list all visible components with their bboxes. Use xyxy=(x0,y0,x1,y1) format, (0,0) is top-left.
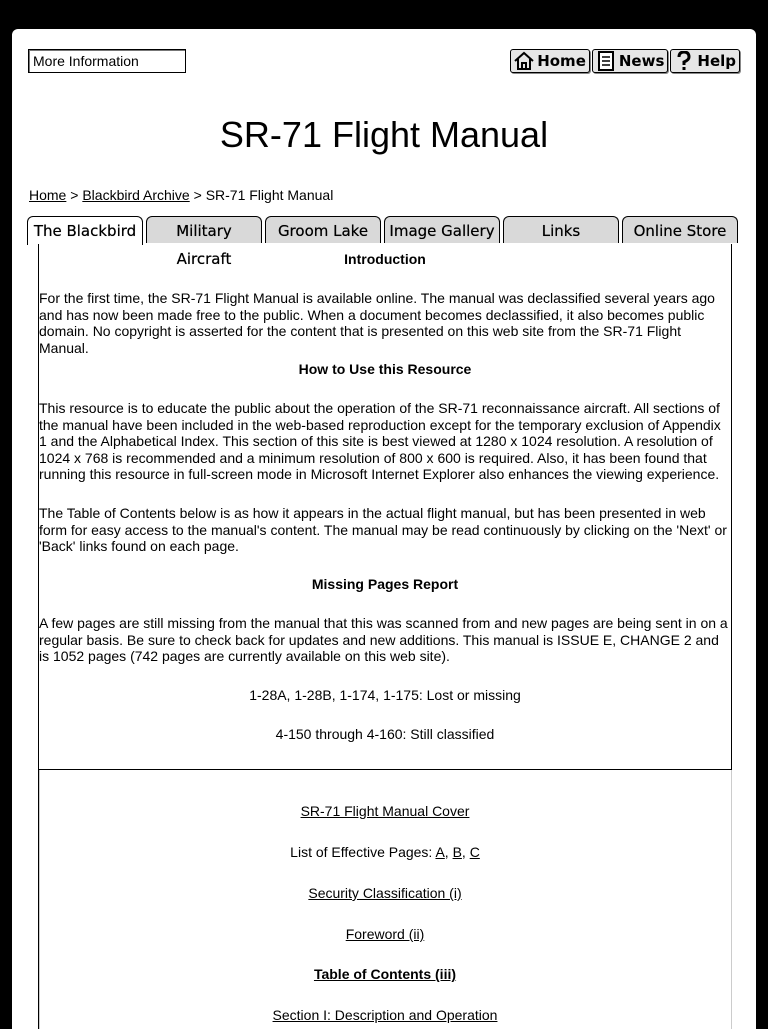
introduction-heading: Introduction xyxy=(344,251,426,267)
home-icon xyxy=(513,51,535,71)
section-1-link[interactable]: Section I: Description and Operation xyxy=(272,1007,498,1023)
table-of-contents-link[interactable]: Table of Contents (iii) xyxy=(313,966,457,982)
tab-groom-lake[interactable]: Groom Lake xyxy=(265,216,381,243)
toc-item xyxy=(39,966,731,982)
how-to-use-heading: How to Use this Resource xyxy=(298,361,472,377)
help-label: Help xyxy=(697,52,736,70)
breadcrumb-separator: > xyxy=(193,187,202,203)
missing-pages-text: A few pages are still missing from the manual that this was scanned from and new pages are being sent in on a regular basis. Be sure to check back for updates and new additions. This manual is ISSUE E, CHANGE 2 and is 1052 pages (742 pages are currently available on this web site). xyxy=(39,615,728,664)
more-information-select[interactable]: More Information xyxy=(28,49,186,73)
tab-links[interactable]: Links xyxy=(503,216,619,243)
top-bar xyxy=(28,49,740,75)
breadcrumb-current: SR-71 Flight Manual xyxy=(205,187,334,203)
comma: , xyxy=(444,844,453,860)
toc-item xyxy=(39,844,731,860)
news-label: News xyxy=(618,52,665,70)
breadcrumb-archive-link[interactable]: Blackbird Archive xyxy=(82,187,190,203)
how-to-use-text: This resource is to educate the public about the operation of the SR-71 reconnaissance aircraft. All sections of the manual have been included in the web-based reproduction except for the temporary exclusion of Appendix 1 and the Alphabetical Index. This section of this site is best viewed at 1280 x 1024 resolution. A resolution of 1024 x 768 is recommended and a minimum resolution of 800 x 600 is required. Also, it has been found that running this resource in full-screen mode in Microsoft Internet Explorer also enhances the viewing experience. xyxy=(39,400,721,482)
effective-pages-c-link[interactable]: C xyxy=(469,844,480,860)
tab-the-blackbird[interactable]: The Blackbird xyxy=(27,216,143,245)
home-label: Home xyxy=(537,52,586,70)
page-title: SR-71 Flight Manual xyxy=(219,114,549,155)
content-panel xyxy=(38,244,732,1029)
foreword-link[interactable]: Foreword (ii) xyxy=(345,926,425,942)
breadcrumb-home-link[interactable]: Home xyxy=(29,187,67,203)
nav-buttons xyxy=(510,49,740,73)
effective-pages-a-link[interactable]: A xyxy=(435,844,445,860)
news-button[interactable] xyxy=(592,49,669,73)
security-classification-link[interactable]: Security Classification (i) xyxy=(308,885,462,901)
toc-item xyxy=(39,803,731,819)
breadcrumb-separator: > xyxy=(70,187,79,203)
tab-image-gallery[interactable]: Image Gallery xyxy=(384,216,500,243)
missing-pages-classified: 4-150 through 4-160: Still classified xyxy=(275,726,495,742)
breadcrumb xyxy=(29,187,333,203)
toc-cover-link[interactable]: SR-71 Flight Manual Cover xyxy=(300,803,470,819)
effective-pages-label: List of Effective Pages: xyxy=(290,844,436,860)
help-icon xyxy=(673,51,695,71)
toc-item xyxy=(39,1007,731,1023)
missing-pages-lost: 1-28A, 1-28B, 1-174, 1-175: Lost or missing xyxy=(249,687,521,703)
missing-pages-heading: Missing Pages Report xyxy=(311,576,459,592)
page xyxy=(12,29,756,1029)
tab-online-store[interactable]: Online Store xyxy=(622,216,738,243)
home-button[interactable] xyxy=(510,49,590,73)
news-icon xyxy=(595,51,617,71)
toc-item xyxy=(39,926,731,942)
introduction-text: For the first time, the SR-71 Flight Manual is available online. The manual was declassified several years ago and has now been made free to the public. When a document becomes declassified, it also becomes public domain. No copyright is asserted for the content that is presented on this web site from the SR-71 Flight Manual. xyxy=(39,290,715,356)
table-of-contents-note: The Table of Contents below is as how it appears in the actual flight manual, but has been presented in web form for easy access to the manual's content. The manual may be read continuously by clicking on the 'Next' or 'Back' links found on each page. xyxy=(39,505,727,554)
comma: , xyxy=(461,844,470,860)
toc-item xyxy=(39,885,731,901)
tab-military-aircraft[interactable]: Military Aircraft xyxy=(146,216,262,243)
help-button[interactable] xyxy=(670,49,740,73)
effective-pages-b-link[interactable]: B xyxy=(452,844,462,860)
